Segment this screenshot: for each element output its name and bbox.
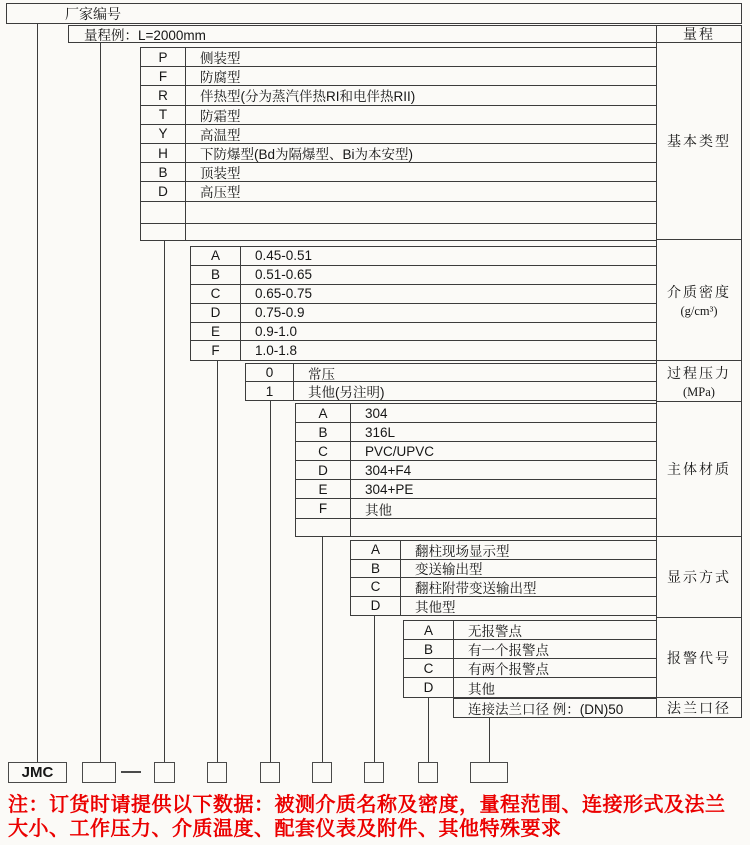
row-description [351,519,656,536]
table-row [141,67,656,86]
model-code-box-density [207,762,227,783]
row-code: C [351,578,401,596]
row-description: 0.75-0.9 [255,305,305,321]
model-code-box-material [312,762,332,783]
side-label-process-pressure: 过程压力 (MPa) [657,361,742,402]
row-description: 其他 [468,681,495,697]
section-basic-type [140,47,657,241]
row-description: 翻柱现场显示型 [415,543,510,559]
side-label-basic-type [657,43,742,240]
row-description: 其他 [365,502,392,518]
side-label-text: 主体材质 [667,463,731,478]
row-code: B [296,423,351,441]
side-label-alarm-code [657,618,742,698]
table-row [351,560,656,579]
side-label-text: 基本类型 [667,135,731,150]
row-code: D [141,182,186,200]
table-row [141,182,656,201]
table-row [351,541,656,560]
manufacturer-number-row: 厂家编号 [6,3,742,24]
row-description: 0.51-0.65 [255,267,313,283]
side-label-text: 显示方式 [667,571,731,586]
row-description: 无报警点 [468,624,522,639]
connector-line-flange [489,718,490,763]
row-description: 其他型 [415,599,456,615]
table-row [296,480,656,499]
row-description: 1.0-1.8 [255,343,298,359]
table-row [141,202,656,224]
row-description: 高温型 [200,127,241,143]
row-code: D [351,597,401,616]
side-label-text: 报警代号 [667,651,731,667]
row-description: 其他(另注明) [308,385,385,400]
row-code: Y [141,125,186,143]
row-code: T [141,106,186,124]
row-code: A [351,541,401,559]
row-code: E [191,323,241,341]
table-row [141,163,656,182]
table-row [141,48,656,67]
table-row [404,621,656,640]
row-description: 有一个报警点 [468,643,549,658]
table-row [191,266,656,285]
model-code-box-display [364,762,384,783]
row-code: B [141,163,186,181]
row-code: C [296,442,351,460]
row-description: 防腐型 [200,70,241,86]
row-code: D [296,461,351,479]
row-description: 变送输出型 [415,562,483,578]
row-code: F [191,341,241,360]
row-code: R [141,86,186,104]
row-description: 304+PE [365,481,414,497]
side-label-flange-size [657,698,742,718]
row-description: 0.9-1.0 [255,324,298,339]
connector-line-basic-type [164,240,165,763]
row-description: 高压型 [200,185,241,201]
row-code: D [191,304,241,322]
table-row [191,285,656,304]
side-label-medium-density: 介质密度 (g/cm³) [657,240,742,361]
row-description [186,224,656,240]
section-alarm-code [403,620,657,698]
row-description: 翻柱附带变送输出型 [415,580,537,596]
row-description: 伴热型(分为蒸汽伴热RI和电伴热RII) [200,89,416,105]
row-description: 304 [365,405,388,421]
side-label-text: 介质密度 [667,285,731,301]
table-row [141,144,656,163]
order-note [8,794,748,841]
table-row [404,678,656,697]
row-description: 防霜型 [200,108,241,124]
connector-line-manufacturer [37,24,38,763]
table-row [246,364,656,382]
connector-line-pressure [270,401,271,763]
connector-line-density [217,361,218,763]
row-description: PVC/UPVC [365,443,435,459]
table-row [141,125,656,144]
table-row [351,578,656,597]
side-label-display-mode [657,537,742,618]
table-row [296,519,656,536]
row-code: A [404,621,454,639]
table-row [141,106,656,125]
model-code-box-flange [470,762,508,783]
table-row [246,382,656,400]
connector-line-display [374,616,375,763]
row-code: 1 [246,382,294,400]
row-code [296,519,351,536]
table-row [296,461,656,480]
row-description: 常压 [308,366,335,382]
row-code: F [296,499,351,517]
table-row [404,659,656,678]
section-display-mode [350,540,657,616]
row-description: 有两个报警点 [468,662,549,677]
order-note-line1: 注：订货时请提供以下数据：被测介质名称及密度，量程范围、连接形式及法兰 [8,794,726,816]
side-label-range [657,25,742,43]
row-description: 下防爆型(Bd为隔爆型、Bi为本安型) [200,147,414,163]
row-code: 0 [246,364,294,381]
model-code-box-alarm [418,762,438,783]
model-code-box-basic-type [154,762,175,783]
table-row [296,423,656,442]
model-code-separator [121,771,141,773]
model-code-box-range [82,762,116,783]
table-row [191,323,656,342]
side-label-text: 法兰口径 [667,701,731,717]
connector-line-material [322,537,323,763]
table-row [351,597,656,616]
row-description: 侧装型 [200,51,241,67]
row-description: 0.65-0.75 [255,286,313,302]
model-code-box-pressure [260,762,280,783]
table-row [141,86,656,105]
row-code: B [351,560,401,578]
row-code: C [404,659,454,677]
table-row [191,304,656,323]
row-code: A [296,404,351,422]
side-label-text: 过程压力 [667,366,731,382]
row-description: 顶装型 [200,166,241,182]
row-code: D [404,678,454,697]
row-code [141,202,186,223]
order-note-line2: 大小、工作压力、介质温度、配套仪表及附件、其他特殊要求 [8,817,562,840]
row-description [186,202,656,223]
row-description: 0.45-0.51 [255,248,313,264]
row-code: H [141,144,186,162]
table-row [296,499,656,518]
table-row [296,442,656,461]
row-code: P [141,48,186,66]
table-row [191,341,656,360]
connector-line-range [100,43,101,763]
table-row [404,640,656,659]
row-code: B [191,266,241,284]
side-label-body-material [657,402,742,537]
side-label-text: 量程 [683,28,715,43]
row-code: C [191,285,241,303]
row-code: F [141,67,186,85]
table-row [296,404,656,423]
section-medium-density [190,246,657,361]
connector-line-alarm [428,698,429,763]
table-row [191,247,656,266]
row-code: A [191,247,241,265]
row-code: E [296,480,351,498]
range-example-row: 量程例：L=2000mm [68,25,657,43]
row-code [141,224,186,240]
row-code: B [404,640,454,658]
section-process-pressure [245,363,657,401]
row-description: 304+F4 [365,462,412,478]
flange-size-row: 连接法兰口径 例：(DN)50 [453,698,657,718]
model-prefix-box: JMC [8,762,67,783]
row-description: 316L [365,424,396,440]
section-body-material [295,403,657,537]
table-row [141,224,656,240]
